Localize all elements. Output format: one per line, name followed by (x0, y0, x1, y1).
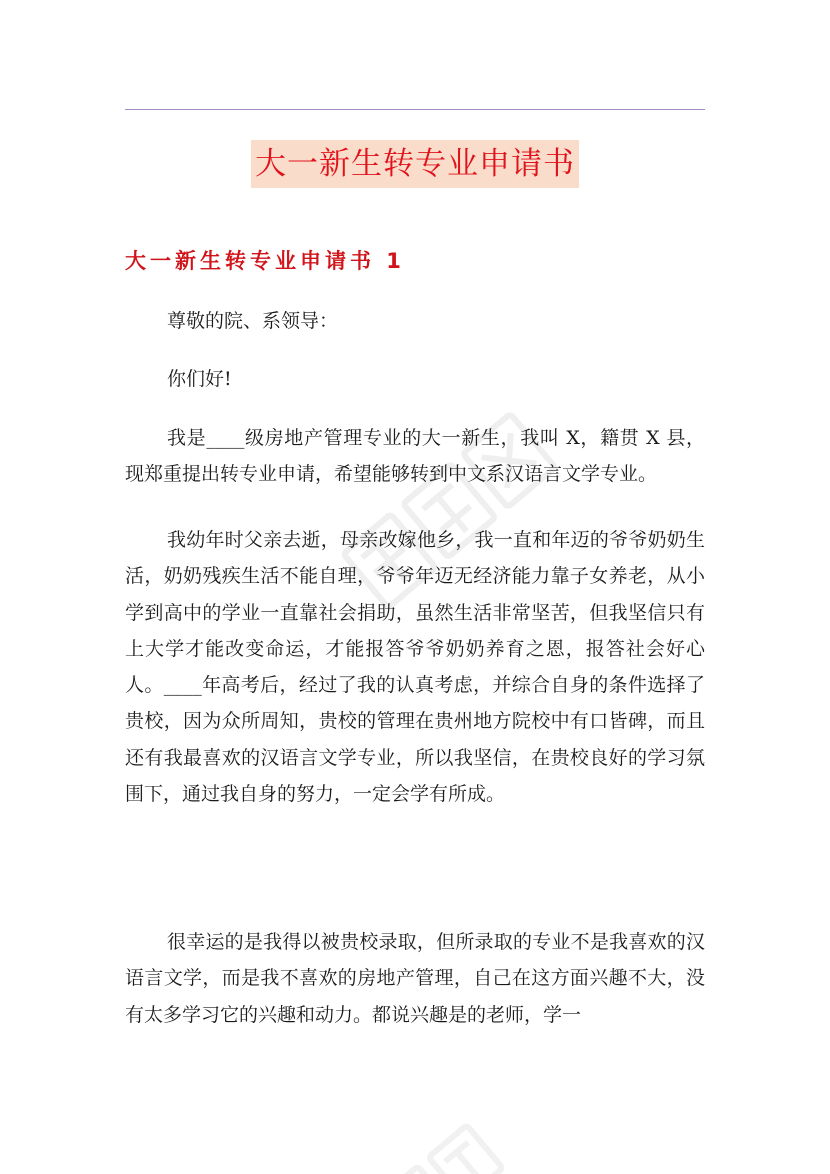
section-heading: 大一新生转专业申请书 1 (125, 249, 405, 273)
paragraph-2: 我幼年时父亲去逝，母亲改嫁他乡，我一直和年迈的爷爷奶奶生活，奶奶残疾生活不能自理，爷爷年迈无经济能力靠子女养老，从小学到高中的学业一直靠社会捐助，虽然生活非常坚苦，但我坚信只有上大学才能改变命运，才能报答爷爷奶奶养育之恩，报答社会好心人。____年高考后，经过了我的认真考虑，并综合自身的条件选择了贵校，因为众所周知，贵校的管理在贵州地方院校中有口皆碑，而且还有我最喜欢的汉语言文学专业，所以我坚信，在贵校良好的学习氛围下，通过我自身的努力，一定会学有所成。 (125, 529, 705, 806)
greeting: 你们好! (167, 368, 232, 390)
salutation: 尊敬的院、系领导： (167, 310, 339, 332)
document-title: 大一新生转专业申请书 (251, 140, 579, 188)
paragraph-3: 很幸运的是我得以被贵校录取，但所录取的专业不是我喜欢的汉语言文学，而是我不喜欢的房地产管理，自己在这方面兴趣不大，没有太多学习它的兴趣和动力。都说兴趣是的老师，学一 (125, 931, 705, 1026)
header-rule (125, 109, 705, 110)
watermark-logo-icon (360, 1090, 560, 1174)
paragraph-1: 我是____级房地产管理专业的大一新生，我叫 X，籍贯 X 县，现郑重提出转专业申请，希望能够转到中文系汉语言文学专业。 (125, 427, 705, 486)
title-container (0, 140, 830, 188)
